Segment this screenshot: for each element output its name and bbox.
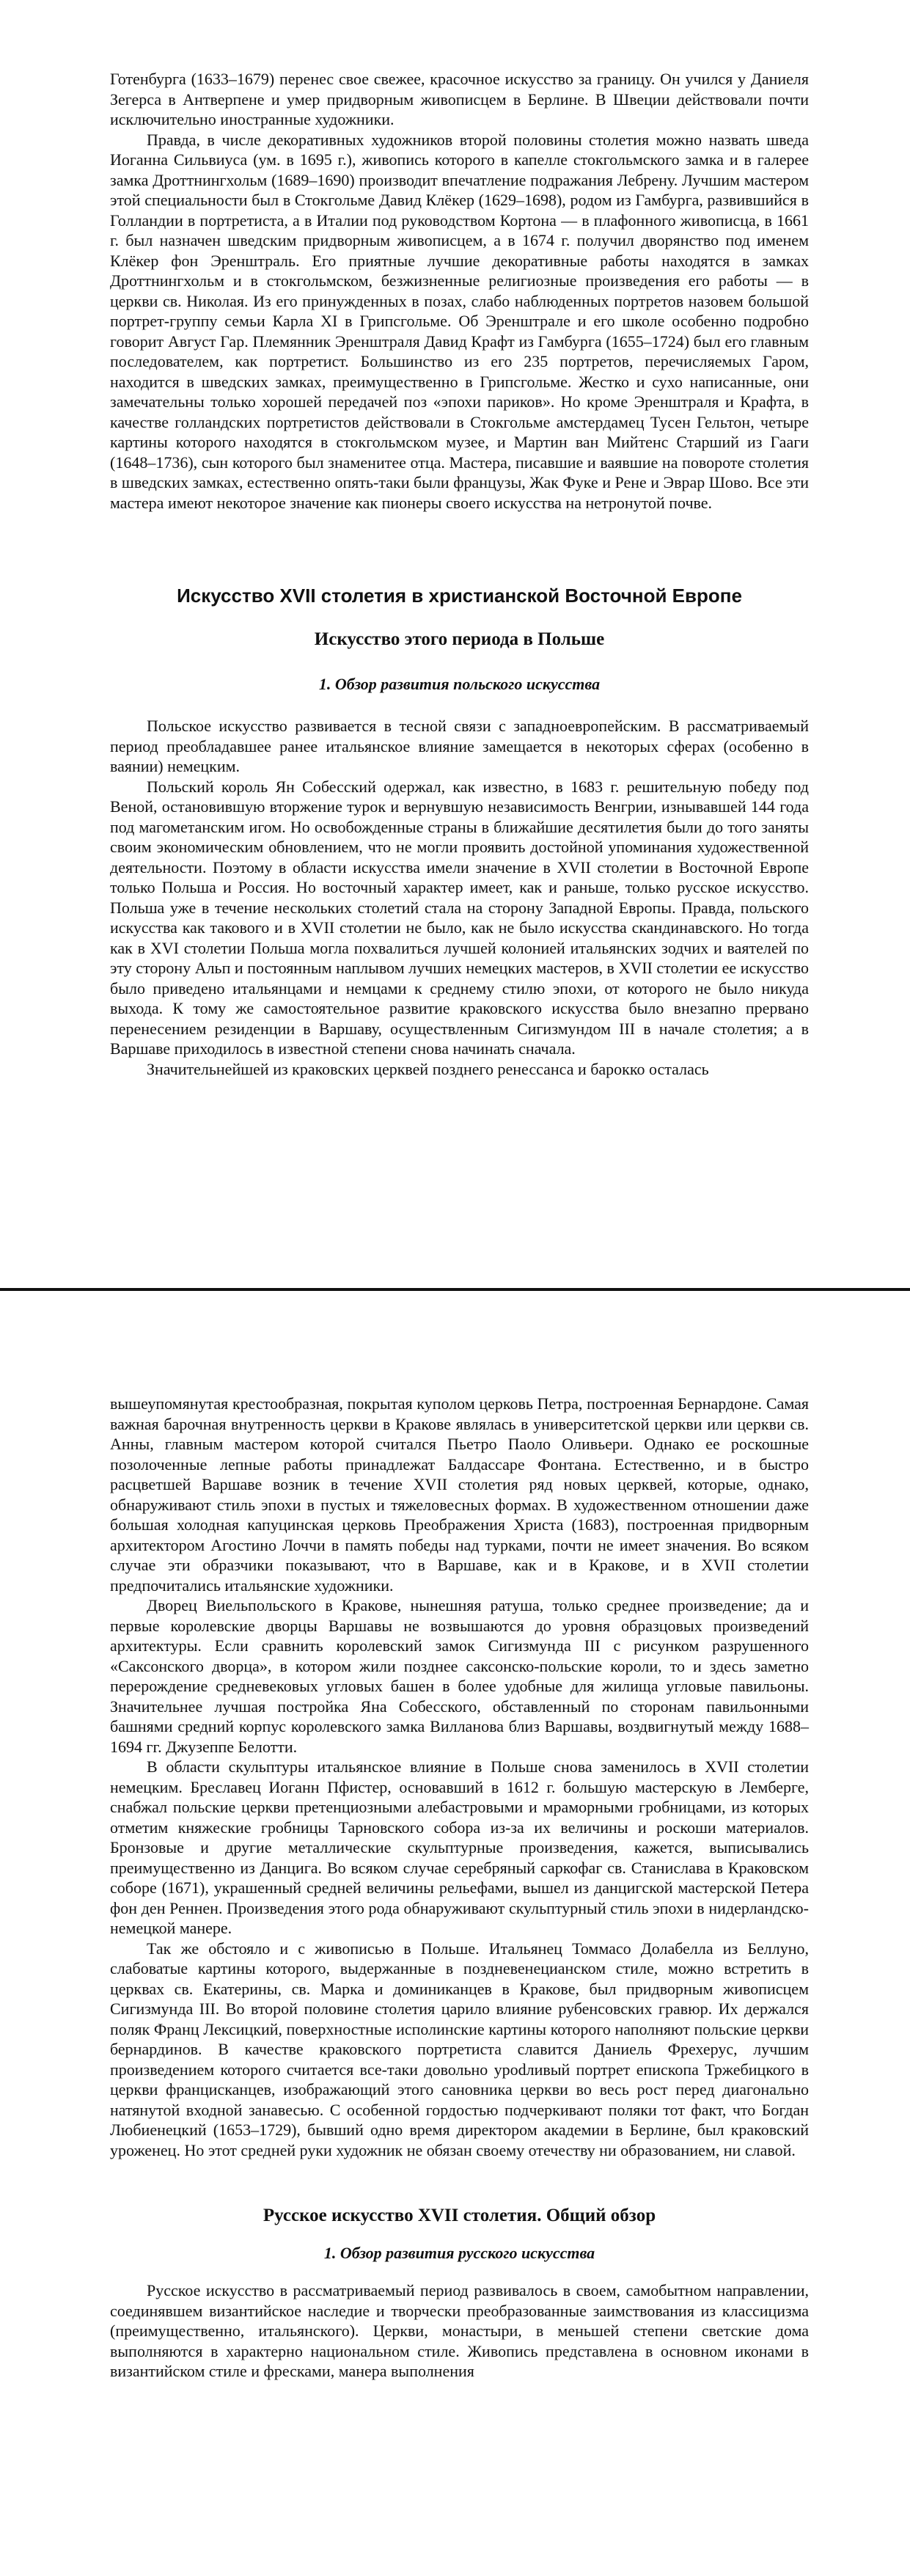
paragraph-intro: Готенбурга (1633–1679) перенес свое свежее, красочное искусство за границу. Он учился у Даниеля Зегерса в Антверпене и умер придворным живописцем в Берлине. В Швеции действовали почти исключительно иностранные художники.	[110, 70, 809, 128]
chapter-heading-russia: 1. Обзор развития русского искусства	[323, 2244, 595, 2262]
chapter-heading-poland: 1. Обзор развития польского искусства	[318, 675, 601, 693]
paragraph-poland-churches: Значительнейшей из краковских церквей позднего ренессанса и барокко осталась	[147, 1059, 709, 1078]
paragraph-sweden-painters: Правда, в числе декоративных художников второй половины столетия можно назвать шведа Иоганна Сильвиуса (ум. в 1695 г.), живопись которого в капелле стокгольмского замка и в галерее замка Дроттнингхольм (1689–1690) производит впечатление подражания Лебрену. Лучшим мастером этой специальности был в Стокгольме Давид Клёкер (1629–1698), родом из Гамбурга, развившийся в Голландии в портретиста, а в Италии под руководством Кортона — в плафонного живописца, в 1661 г. был назначен шведским придворным живописцем, а в 1674 г. получил дворянство под именем Клёкер фон Эренштраль. Его приятные лучшие декоративные работы находятся в замках Дроттнингхольм и в стокгольмском, безжизненные религиозные произведения его работы — в церкви св. Николая. Из его принужденных в позах, слабо наблюденных портретов назовем большой портрет-группу семьи Карла XI в Грипсгольме. Об Эренштрале и его школе особенно подробно говорит Август Гар. Племянник Эренштраля Давид Крафт из Гамбурга (1655–1724) был его главным последователем, как портретист. Большинство из его 235 портретов, перечисляемых Гаром, находится в шведских замках, преимущественно в Грипсгольме. Жестко и сухо написанные, они замечательны только хорошей передачей поз «эпохи париков». Но кроме Эренштраля и Крафта, в качестве голландских портретистов действовали в Стокгольме амстердамец Тусен Гельтон, четыре картины которого находятся в стокгольмском музее, и Мартин ван Мийтенс Старший из Гааги (1648–1736), сын которого был знаменитее отца. Мастера, писавшие и ваявшие на повороте столетия в шведских замках, естественно опять-таки были французы, Жак Фуке и Рене и Эврар Шово. Все эти мастера имеют некоторое значение как пионеры своего искусства на нетронутой почве.	[110, 130, 809, 512]
paragraph-poland-intro: Польское искусство развивается в тесной связи с западноевропейским. В рассматриваемый период преобладавшее ранее итальянское влияние замещается в некоторых сферах (особенно в ваянии) немецким.	[110, 717, 809, 775]
paragraph-sculpture: В области скульптуры итальянское влияние в Польше снова заменилось в XVII столетии немецким. Бреславец Иоганн Пфистер, основавший в 1612 г. большую мастерскую в Лемберге, снабжал польские церкви претенциозными алебастровыми и мраморными гробницами, из которых отметим княжеские гробницы Тарновского собора из-за их величины и роскоши материалов. Бронзовые и другие металлические скульптурные произведения, кажется, выписывались преимущественно из Данцига. Во всяком случае серебряный саркофаг св. Станислава в Краковском соборе (1671), украшенный средней величины рельефами, вышел из данцигской мастерской Петера фон ден Реннен. Произведения этого рода обнаруживают скульптурный стиль эпохи в нидерландско-немецкой манере.	[110, 1757, 809, 1937]
paragraph-russia-intro: Русское искусство в рассматриваемый период развивалось в своем, самобытном направлении, соединявшем византийское наследие и творчески преобразованные заимствования из классицизма (преимущественно, итальянского). Церкви, монастыри, в меньшей степени светские дома выполняются в характерно национальном стиле. Живопись представлена в основном иконами в византийском стиле и фресками, манера выполнения	[110, 2281, 809, 2380]
paragraph-painting: Так же обстояло и с живописью в Польше. Итальянец Томмасо Долабелла из Беллуно, слабоватые картины которого, выдержанные в поздневенецианском стиле, можно встретить в церквах св. Екатерины, св. Марка и доминиканцев в Кракове, был придворным живописцем Сигизмунда III. Во второй половине столетия царило влияние рубенсовских гравюр. Их держался поляк Франц Лексицкий, поверхностные исполинские картины которого наполняют польские церкви бернардинов. В качестве краковского портретиста славится Даниель Фрехерус, лучшим произведением которого считается все-таки довольно урodливый портрет епископа Тржебицкого в церкви францисканцев, изображающий этого сановника церкви во весь рост перед диагонально натянутой входной занавесью. С особенной гордостью подчеркивают поляки тот факт, что Богдан Любиенецкий (1653–1729), бывший одно время директором академии в Берлине, был краковский уроженец. Но этот средней руки художник не обязан своему отечеству ни образованием, ни славой.	[110, 1939, 809, 2159]
paragraph-palaces: Дворец Виельпольского в Кракове, нынешняя ратуша, только среднее произведение; да и первые королевские дворцы Варшавы не возвышаются до уровня образцовых произведений архитектуры. Если сравнить королевский замок Сигизмунда III с рисунком разрушенного «Саксонского дворца», в котором жили позднее саксонско-польские короли, то и здесь заметно перерождение средневековых угловых башен в более удобные для жилища угловые павильоны. Значительнее лучшая постройка Яна Собесского, обставленный по сторонам павильонными башнями средний корпус королевского замка Вилланова близ Варшавы, воздвигнутый между 1688–1694 гг. Джузеппе Белотти.	[110, 1596, 809, 1756]
subsection-heading-poland: Искусство этого периода в Польше	[314, 629, 605, 649]
paragraph-churches-continued: вышеупомянутая крестообразная, покрытая куполом церковь Петра, построенная Бернардоне. Самая важная барочная внутренность церкви в Кракове являлась в университетской церкви или церкви св. Анны, главным мастером которой считался Пьетро Паоло Оливьери. Однако ее роскошные позолоченные лепные работы принадлежат Балдассаре Фонтана. Естественно, и в быстро расцветшей Варшаве возник в течение XVII столетия ряд новых церквей, которые, однако, обнаруживают стиль эпохи в пустых и тяжеловесных формах. В художественном отношении даже большая холодная капуцинская церковь Преображения Христа (1683), построенная придворным архитектором Агостино Лоччи в память победы над турками, почти не имеет значения. Во всяком случае эти образчики показывают, что в Варшаве, как и в Кракове, и в XVII столетии предпочитались итальянские художники.	[110, 1394, 809, 1595]
paragraph-poland-sobieski: Польский король Ян Собесский одержал, как известно, в 1683 г. решительную победу под Веной, остановившую вторжение турок и вернувшую независимость Венгрии, изнывавшей 144 года под магометанским игом. Но освобожденные страны в ближайшие десятилетия были до того заняты своим экономическим обновлением, что не могли проявить достойной упоминания художественной деятельности. Поэтому в области искусства имели значение в XVII столетии в Восточной Европе только Польша и Россия. Но восточный характер имеет, как и раньше, только русское искусство. Польша уже в течение нескольких столетий стала на сторону Западной Европы. Правда, польского искусства как такового и в XVII столетии не было, как не было искусства скандинавского. Но тогда как в XVI столетии Польша могла похвалиться лучшей колонией итальянских зодчих и ваятелей по эту сторону Альп и постоянным наплывом лучших немецких мастеров, в XVII столетии ее искусство было приведено итальянцами и немцами к среднему стилю эпохи, от которого не было никуда выхода. К тому же самостоятельное развитие краковского искусства было внезапно прервано перенесением резиденции в Варшаву, осуществленным Сигизмундом III в начале столетия; а в Варшаве приходилось в известной степени снова начинать сначала.	[110, 777, 809, 1058]
page-2	[0, 1291, 910, 2576]
section-heading: Искусство XVII столетия в христианской Восточной Европе	[177, 585, 742, 607]
subsection-heading-russia: Русское искусство XVII столетия. Общий обзор	[263, 2206, 656, 2225]
